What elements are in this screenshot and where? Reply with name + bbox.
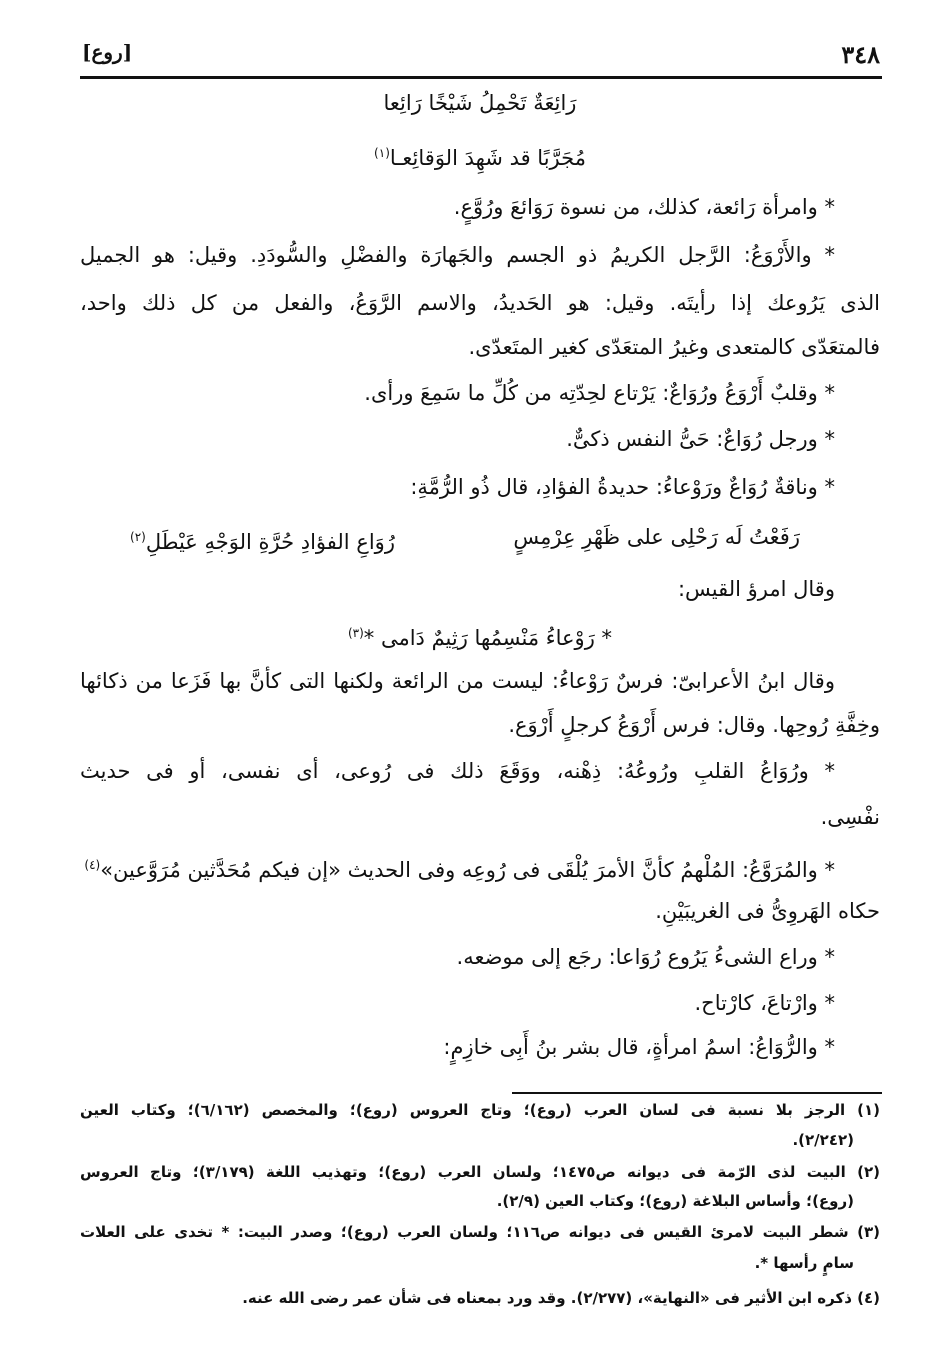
text-line: * وناقةٌ رُوَاعٌ ورَوْعاءُ: حديدةُ الفؤادِ، قال ذُو الرُّمَّةِ: <box>410 475 835 499</box>
hemistich-first: رَفَعْتُ لَه رَحْلِى على ظَهْرِ عِرْمِسٍ <box>513 525 800 549</box>
verse-line: * رَوْعاءُ مَنْسِمُها رَثِيمٌ دَامى *$^{(٣)}$ <box>347 626 613 650</box>
text-line: * ورُوَاعُ القلبِ ورُوعُهُ: ذِهْنه، ووَقَعَ ذلك فى رُوعى، أى نفسى، أو فى حديث <box>80 759 835 783</box>
footnote-ref: (١) <box>374 146 390 160</box>
text-line: * والرُّوَاعُ: اسمُ امرأةٍ، قال بشر بنُ أَبِى خازِمٍ: <box>443 1035 835 1059</box>
footnote-ref: (٣) <box>347 626 364 640</box>
verse-line: رَائِعَةٌ تَحْمِلُ شَيْخًا رَائِعا <box>383 91 577 115</box>
footnote-2: (٢) البيت لذى الرّمة فى ديوانه ص١٤٧٥؛ ولسان العرب (روع)؛ وتهذيب اللغة (٣/١٧٩)؛ وتاج العروس <box>80 1163 880 1181</box>
footnote-rule <box>512 1092 882 1094</box>
footnote-ref: (٤) <box>84 858 101 872</box>
verse-line: مُجَرَّبًا قد شَهِدَ الوَقائِعـا$^{(١)}$ <box>374 146 586 170</box>
text-line: وقال ابنُ الأعرابىّ: فرسٌ رَوْعاءُ: ليست من الرائعة ولكنها التى كأنَّ بها فَزَعا من ذكائها <box>80 669 835 693</box>
text-line: * ورجل رُوَاعٌ: حَىُّ النفس ذكىٌّ. <box>566 427 835 451</box>
text-line: * والمُرَوَّعُ: المُلْهمُ كأنَّ الأمرَ يُلْقَى فى رُوعِه وفى الحديث «إن فيكم مُحَدَّثين مُرَوَّعين»$^{(٤)}$ <box>84 858 835 882</box>
footnote-4: (٤) ذكره ابن الأثير فى «النهاية»، (٢/٢٧٧). وقد ورد بمعناه فى شأن عمر رضى الله عنه. <box>242 1289 880 1307</box>
footnote-ref: (٢) <box>130 530 146 544</box>
text-line: نفْسِى. <box>820 805 880 829</box>
hemistich-second: رُوَاعِ الفؤادِ حُرَّةِ الوَجْهِ عَيْطَلِ$^{(٢)}$ <box>130 530 395 554</box>
footnote-3: (٣) شطر البيت لامرئ القيس فى ديوانه ص١١٦؛ ولسان العرب (روع)؛ وصدر البيت: * تخدى على العلات <box>80 1223 880 1241</box>
text-line: * والأَرْوَعُ: الرَّجل الكريمُ ذو الجسم والجَهارَة والفضْلِ والسُّودَدِ. وقيل: هو الجميل <box>80 243 835 267</box>
text-line: * وارْتاعَ، كارْتاح. <box>694 991 835 1015</box>
footnote-3-cont: سامٍ رأسها *. <box>754 1254 854 1272</box>
page-header <box>82 40 880 70</box>
text-line: * وقلبٌ أَرْوَعُ ورُوَاعٌ: يَرْتاع لحِدّتِه من كُلِّ ما سَمِعَ ورأى. <box>364 381 835 405</box>
text-line: * وامرأة رَائعة، كذلك، من نسوة رَوَائعَ ورُوَّعٍ. <box>453 195 835 219</box>
footnote-2-cont: (روع)؛ وأساس البلاغة (روع)؛ وكتاب العين (٢/٩). <box>496 1192 854 1210</box>
text-line: الذى يَرُوعك إذا رأيتَه. وقيل: هو الحَديدُ، والاسم الرَّوَعُ، والفعل من كل ذلك واحد، <box>80 291 880 315</box>
footnote-1: (١) الرجز بلا نسبة فى لسان العرب (روع)؛ وتاج العروس (روع)؛ والمخصص (٦/١٦٢)؛ وكتاب العين <box>80 1101 880 1119</box>
text-line: فالمتعَدّى كالمتعدى وغيرُ المتعَدّى كغير المتَعدّى. <box>468 335 880 359</box>
text-line: * وراع الشىءُ يَرُوع رُوَاعا: رجَع إلى موضعه. <box>456 945 835 969</box>
page-number: ٣٤٨ <box>841 40 880 69</box>
header-rule <box>80 76 882 79</box>
text-line: حكاه الهَروِىُّ فى الغريبَيْنِ. <box>655 899 880 923</box>
text-line: وخِفَّةِ رُوحِها. وقال: فرس أَرْوَعُ كرجلٍ أَرْوَع. <box>508 713 880 737</box>
root-heading: [روع] <box>82 40 133 64</box>
footnote-1-cont: (٢/٢٤٢). <box>792 1131 854 1149</box>
text-line: وقال امرؤ القيس: <box>677 577 835 601</box>
